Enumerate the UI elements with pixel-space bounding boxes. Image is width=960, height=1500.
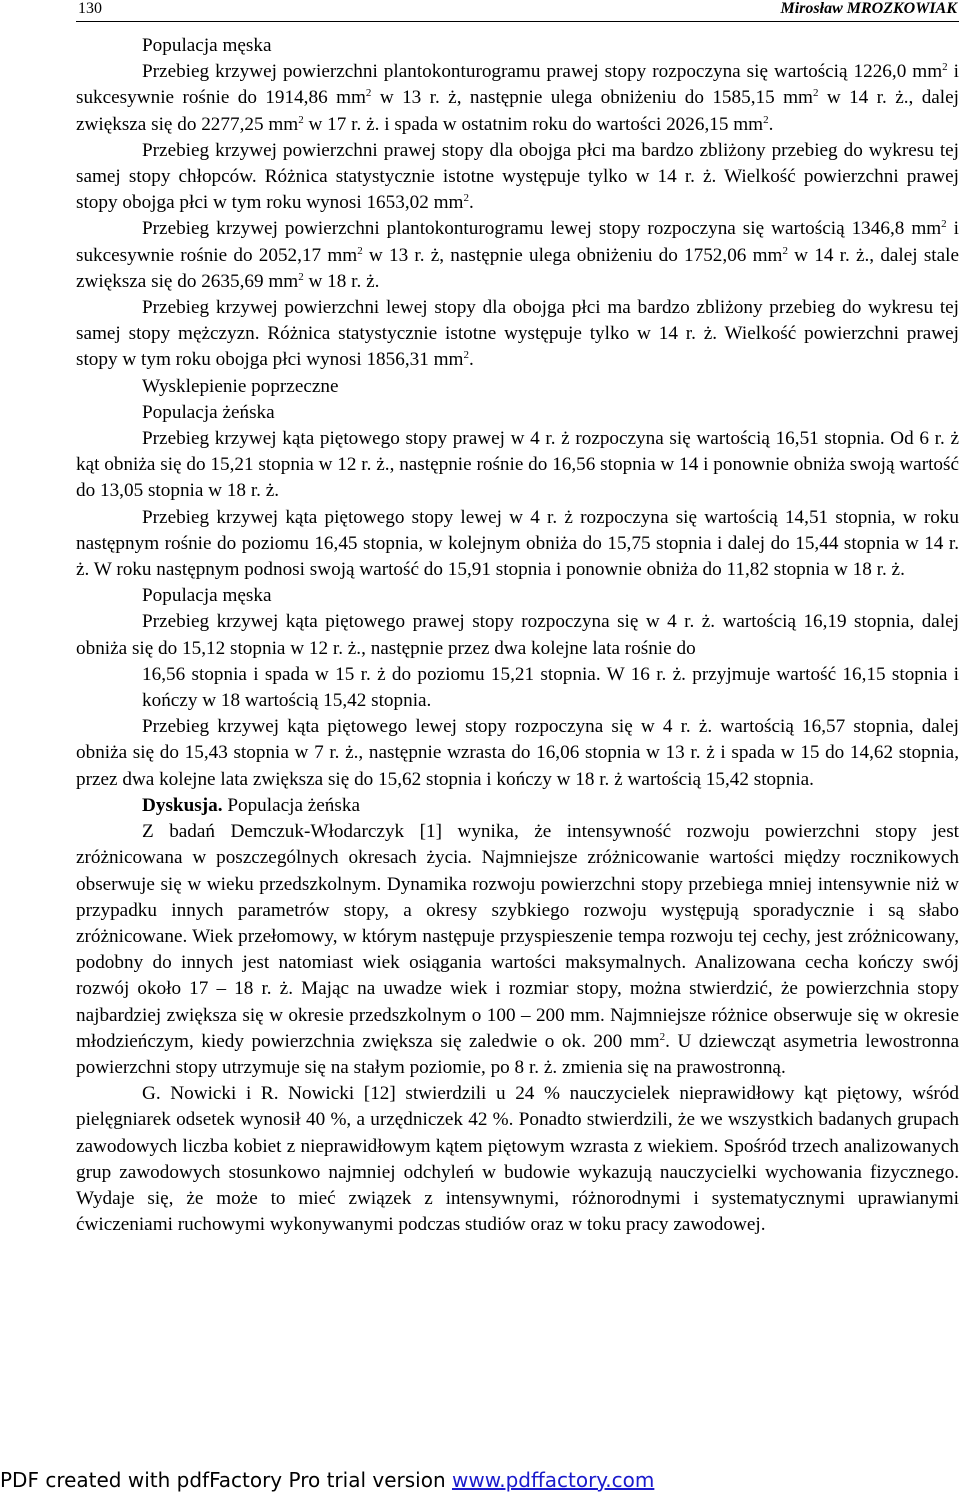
paragraph: Z badań Demczuk-Włodarczyk [1] wynika, że intensywność rozwoju powierzchni stopy jest zróżnicowana w poszczególnych okresach życia. Najmniejsze zróżnicowanie wartości między rocznikowych obserwuje się w wieku przedszkolnym. Dynamika rozwoju powierzchni stopy przebiega mniej intensywnie niż w przypadku innych parametrów stopy, a okresy szybkiego rozwoju występują sporadycznie i są słabo zróżnicowane. Wiek przełomowy, w którym następuje przyspieszenie tempa rozwoju tej cechy, jest zróżnicowany, podobny do innych jest natomiast wiek osiągania wartości maksymalnych. Analizowana cecha kończy swój rozwój około 17 – 18 r. ż. Mając na uwadze wiek i rozmiar stopy, można stwierdzić, że powierzchnia stopy najbardziej zwiększa się w okresie przedszkolnym o 100 – 200 mm. Najmniejsze różnice obserwuje się w okresie młodzieńczym, kiedy powierzchnia zwiększa się zaledwie o ok. 200 $mm^2$. U dziewcząt asymetria lewostronna powierzchni stopy utrzymuje się na stałym poziomie, po 8 r. ż. zmienia się na prawostronną. (76, 821, 959, 1078)
section-heading: Populacja męska (142, 585, 272, 607)
section-heading: Dyskusja. Populacja żeńska (142, 794, 360, 816)
page-number: 130 (78, 0, 102, 17)
paragraph: Przebieg krzywej powierzchni plantokonturogramu prawej stopy rozpoczyna się wartością 1226,0 $mm^2$ i sukcesywnie rośnie do 1914,86 $mm^2$ w 13 r. ż, następnie ulega obniżeniu do 1585,15 $mm^2$ w 14 r. ż., dalej zwiększa się do 2277,25 $mm^2$ w 17 r. ż. i spada w ostatnim roku do wartości 2026,15 $mm^2$. (76, 61, 959, 135)
page-body (76, 33, 959, 1238)
paragraph: Przebieg krzywej kąta piętowego stopy lewej w 4 r. ż rozpoczyna się wartością 14,51 stopnia, w roku następnym rośnie do poziomu 16,45 stopnia, w kolejnym obniża do 15,75 stopnia i dalej do 15,44 stopnia w 14 r. ż. W roku następnym podnosi swoją wartość do 15,91 stopnia i ponownie obniża do 11,82 stopnia w 18 r. ż. (76, 506, 959, 581)
paragraph: Przebieg krzywej powierzchni plantokonturogramu lewej stopy rozpoczyna się wartością 1346,8 $mm^2$ i sukcesywnie rośnie do 2052,17 $mm^2$ w 13 r. ż, następnie ulega obniżeniu do 1752,06 $mm^2$ w 14 r. ż., dalej stale zwiększa się do 2635,69 $mm^2$ w 18 r. ż. (76, 218, 959, 292)
paragraph: Przebieg krzywej kąta piętowego stopy prawej w 4 r. ż rozpoczyna się wartością 16,51 stopnia. Od 6 r. ż kąt obniża się do 15,21 stopnia w 12 r. ż., następnie rośnie do 16,56 stopnia w 14 i ponownie obniża swoją wartość do 13,05 stopnia w 18 r. ż. (76, 428, 959, 502)
footer-link[interactable]: www.pdffactory.com (451, 1468, 655, 1492)
section-heading: Populacja żeńska (142, 401, 275, 423)
author-name: Mirosław MROZKOWIAK (780, 0, 957, 17)
footer-text: PDF created with pdfFactory Pro trial version (0, 1468, 452, 1492)
discussion-heading: Dyskusja. (142, 794, 223, 816)
paragraph: Przebieg krzywej kąta piętowego prawej stopy rozpoczyna się w 4 r. ż. wartością 16,19 stopnia, dalej obniża się do 15,12 stopnia w 12 r. ż., następnie przez dwa kolejne lata rośnie do (76, 611, 959, 659)
section-heading: Populacja męska (142, 35, 272, 56)
paragraph: 16,56 stopnia i spada w 15 r. ż do poziomu 15,21 stopnia. W 16 r. ż. przyjmuje wartość 16,15 stopnia i kończy w 18 wartością 15,42 stopnia. (142, 663, 959, 712)
paragraph: Przebieg krzywej powierzchni prawej stopy dla obojga płci ma bardzo zbliżony przebieg do wykresu tej samej stopy chłopców. Różnica statystycznie istotne występuje tylko w 14 r. ż. Wielkość powierzchni prawej stopy obojga płci w tym roku wynosi 1653,02 $mm^2$. (76, 139, 959, 214)
paragraph: Przebieg krzywej kąta piętowego lewej stopy rozpoczyna się w 4 r. ż. wartością 16,57 stopnia, dalej obniża się do 15,43 stopnia w 7 r. ż., następnie wzrasta do 16,06 stopnia w 13 r. ż i spada w 15 do 14,62 stopnia, przez dwa kolejne lata zwiększa się do 15,62 stopnia i kończy w 18 r. ż wartością 15,42 stopnia. (76, 716, 959, 790)
paragraph: G. Nowicki i R. Nowicki [12] stwierdzili u 24 % nauczycielek nieprawidłowy kąt piętowy, wśród pielęgniarek odsetek wynosił 40 %, a urzędniczek 42 %. Ponadto stwierdzili, że we wszystkich badanych grupach zawodowych liczba kobiet z nieprawidłowym kątem piętowym wzrasta z wiekiem. Spośród trzech analizowanych grup zawodowych stosunkowo najmniej odchyleń w budowie wykazują nauczycielki wychowania fizycznego. Wydaje się, że może to mieć związek z intensywnymi, różnorodnymi i systematycznymi uprawianymi ćwiczeniami ruchowymi wykonywanymi podczas studiów oraz w toku pracy zawodowej. (76, 1083, 959, 1236)
pdf-footer (0, 1468, 654, 1492)
paragraph: Przebieg krzywej powierzchni lewej stopy dla obojga płci ma bardzo zbliżony przebieg do wykresu tej samej stopy mężczyzn. Różnica statystycznie istotne występuje tylko w 14 r. ż. Wielkość powierzchni prawej stopy w tym roku obojga płci wynosi 1856,31 $mm^2$. (76, 297, 959, 371)
running-header (76, 0, 959, 22)
section-heading: Wysklepienie poprzeczne (142, 375, 339, 397)
